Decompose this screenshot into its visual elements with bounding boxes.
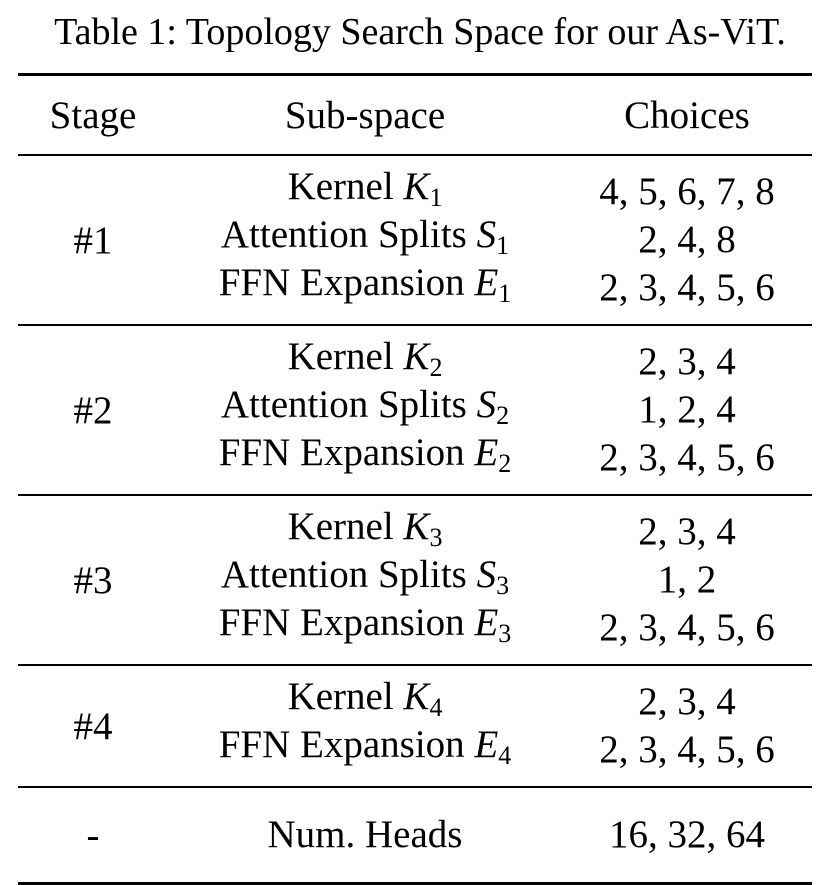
stage-group [18, 788, 812, 882]
math-subscript: 2 [496, 400, 510, 430]
math-variable: S [476, 552, 497, 596]
math-subscript: 1 [496, 230, 510, 260]
choices-cell: 2, 3, 4, 5, 6 [599, 606, 775, 649]
math-subscript: 4 [429, 692, 443, 722]
table-row [168, 674, 812, 726]
header-subspace: Sub-space [284, 93, 446, 137]
table-row [168, 811, 812, 859]
subspace-label: Attention Splits [220, 382, 467, 426]
stage-cell: #1 [73, 218, 113, 262]
math-variable: K [403, 334, 430, 378]
choices-cell: 2, 4, 8 [638, 218, 736, 261]
subspace-cell [168, 811, 562, 859]
math-variable: S [476, 382, 497, 426]
stage-group [18, 326, 812, 494]
subspace-cell [168, 429, 562, 488]
table-row [168, 722, 812, 774]
table-header [18, 76, 812, 154]
choices-cell: 1, 2 [657, 558, 717, 601]
math-variable: S [476, 212, 497, 256]
subspace-label: Kernel [287, 674, 394, 718]
choices-cell: 2, 3, 4, 5, 6 [599, 266, 775, 309]
subspace-label: Attention Splits [220, 552, 467, 596]
subspace-label: Attention Splits [220, 212, 467, 256]
choices-cell: 2, 3, 4, 5, 6 [599, 728, 775, 771]
table-row [168, 164, 812, 216]
stage-group [18, 666, 812, 786]
table-row [168, 382, 812, 434]
table-row [168, 504, 812, 556]
math-subscript: 3 [498, 618, 512, 648]
table-row [168, 334, 812, 386]
subspace-label: Kernel [287, 504, 394, 548]
table-row [168, 600, 812, 652]
stage-cell: #2 [73, 388, 113, 432]
math-variable: K [403, 164, 430, 208]
table-caption: Table 1: Topology Search Space for our As-ViT. [54, 11, 786, 53]
stage-cell: - [86, 813, 100, 857]
search-space-table [18, 73, 812, 885]
table-row [168, 430, 812, 482]
choices-cell: 16, 32, 64 [609, 813, 765, 856]
header-choices: Choices [624, 93, 750, 137]
table-row [168, 552, 812, 604]
choices-cell: 2, 3, 4, 5, 6 [599, 436, 775, 479]
subspace-label: FFN Expansion [218, 260, 465, 304]
math-variable: E [474, 722, 499, 766]
math-variable: E [474, 430, 499, 474]
choices-cell: 2, 3, 4 [638, 680, 736, 723]
math-subscript: 3 [429, 522, 443, 552]
math-subscript: 2 [429, 352, 443, 382]
math-variable: E [474, 600, 499, 644]
stage-cell: #3 [73, 558, 113, 602]
stage-group [18, 156, 812, 324]
choices-cell: 1, 2, 4 [638, 388, 736, 431]
math-subscript: 2 [498, 448, 512, 478]
subspace-cell [168, 599, 562, 658]
subspace-label: Num. Heads [267, 813, 463, 856]
table-row [168, 260, 812, 312]
subspace-cell [168, 721, 562, 780]
math-subscript: 1 [498, 278, 512, 308]
table-row [168, 212, 812, 264]
choices-cell: 4, 5, 6, 7, 8 [599, 170, 775, 213]
math-variable: K [403, 504, 430, 548]
subspace-label: Kernel [287, 334, 394, 378]
subspace-label: Kernel [287, 164, 394, 208]
math-subscript: 3 [496, 570, 510, 600]
math-variable: K [403, 674, 430, 718]
table-body [18, 156, 812, 882]
subspace-cell [168, 259, 562, 318]
stage-cell: #4 [73, 704, 113, 748]
subspace-label: FFN Expansion [218, 430, 465, 474]
subspace-label: FFN Expansion [218, 722, 465, 766]
choices-cell: 2, 3, 4 [638, 340, 736, 383]
stage-group [18, 496, 812, 664]
math-subscript: 1 [429, 182, 443, 212]
header-stage: Stage [49, 93, 137, 137]
subspace-label: FFN Expansion [218, 600, 465, 644]
math-variable: E [474, 260, 499, 304]
math-subscript: 4 [498, 740, 512, 770]
choices-cell: 2, 3, 4 [638, 510, 736, 553]
